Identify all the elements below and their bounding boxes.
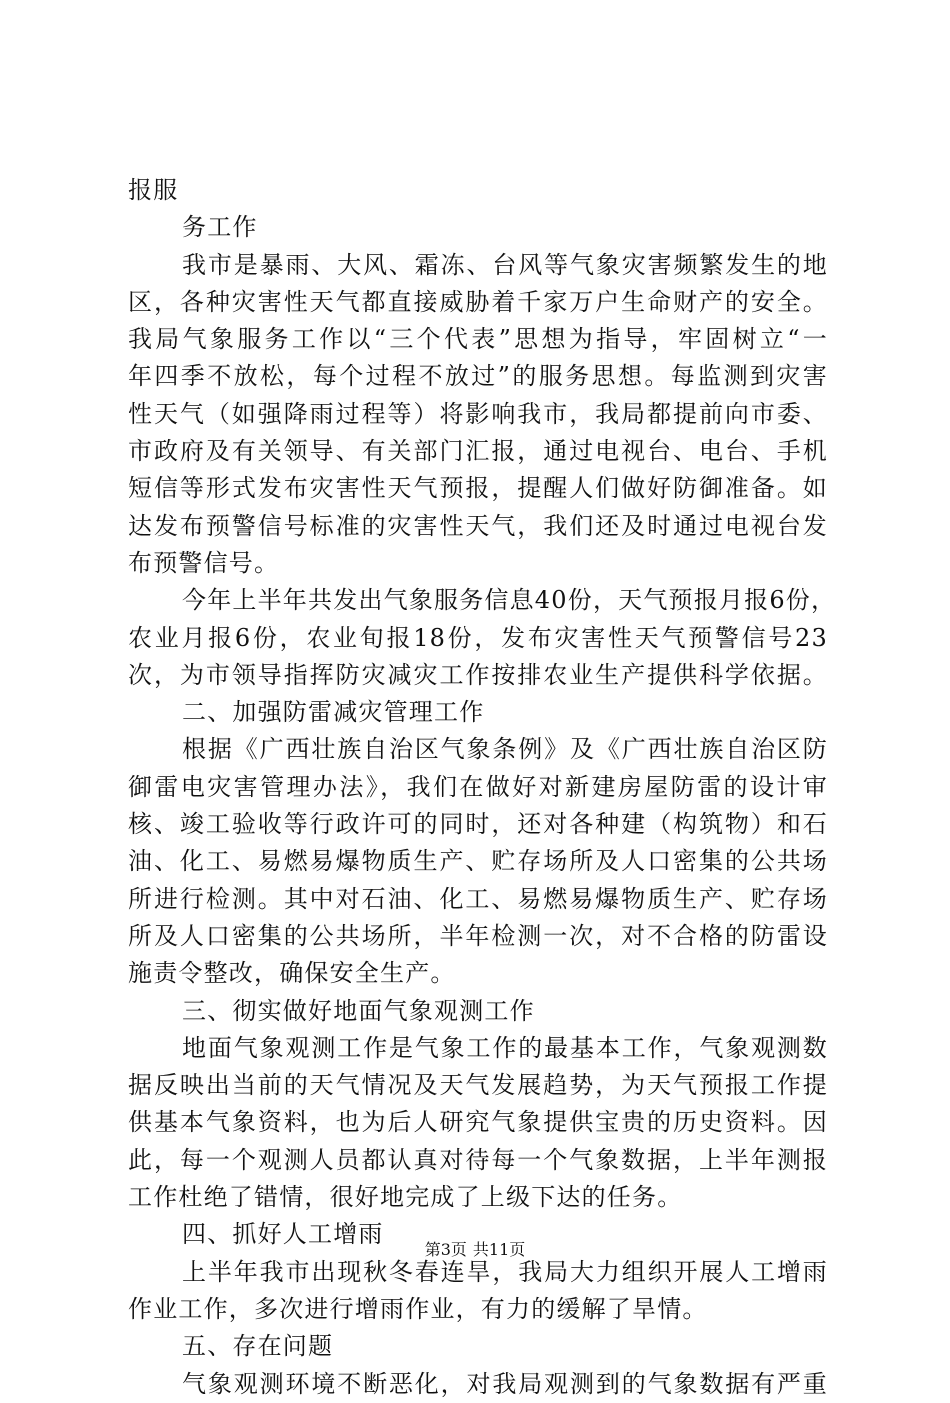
text-line: 所进行检测。其中对石油、化工、易燃易爆物质生产、贮存场 [128,884,828,913]
text-line: 次，为市领导指挥防灾减灾工作按排农业生产提供科学依据。 [128,660,828,689]
document-body [128,172,837,1403]
page-number: 第3页 [424,1240,467,1259]
text-line: 地面气象观测工作是气象工作的最基本工作，气象观测数 [182,1033,828,1062]
text-line: 我市是暴雨、大风、霜冻、台风等气象灾害频繁发生的地 [182,250,828,279]
text-line: 短信等形式发布灾害性天气预报，提醒人们做好防御准备。如 [128,474,828,503]
text-line: 区，各种灾害性天气都直接威胁着千家万户生命财产的安全。 [128,287,828,316]
text-line: 根据《广西壮族自治区气象条例》及《广西壮族自治区防 [182,735,828,764]
text-line: 年四季不放松，每个过程不放过”的服务思想。每监测到灾害 [128,362,828,391]
text-line: 三、彻实做好地面气象观测工作 [182,996,535,1025]
text-line: 五、存在问题 [182,1332,334,1361]
text-line: 上半年我市出现秋冬春连旱，我局大力组织开展人工增雨 [182,1257,828,1286]
text-line: 报服 [128,176,179,204]
text-line: 我局气象服务工作以“三个代表”思想为指导，牢固树立“一 [128,325,828,354]
text-line: 布预警信号。 [128,548,280,577]
text-line: 务工作 [182,213,258,242]
text-line: 气象观测环境不断恶化，对我局观测到的气象数据有严重 [182,1369,828,1398]
text-line: 供基本气象资料，也为后人研究气象提供宝贵的历史资料。因 [128,1108,828,1137]
text-line: 工作杜绝了错情，很好地完成了上级下达的任务。 [128,1183,683,1212]
text-line: 施责令整改，确保安全生产。 [128,959,456,988]
text-line: 四、抓好人工增雨 [182,1220,384,1249]
text-line: 二、加强防雷减灾管理工作 [182,698,485,727]
text-line: 作业工作，多次进行增雨作业，有力的缓解了旱情。 [128,1294,708,1323]
page-total: 共11页 [472,1240,526,1259]
text-line: 此，每一个观测人员都认真对待每一个气象数据，上半年测报 [128,1145,828,1174]
text-line: 御雷电灾害管理办法》，我们在做好对新建房屋防雷的设计审 [128,772,828,801]
text-line: 市政府及有关领导、有关部门汇报，通过电视台、电台、手机 [128,437,828,466]
text-line: 油、化工、易燃易爆物质生产、贮存场所及人口密集的公共场 [128,847,828,876]
text-line: 据反映出当前的天气情况及天气发展趋势，为天气预报工作提 [128,1071,828,1100]
text-line: 农业月报6份，农业旬报18份，发布灾害性天气预警信号23 [128,623,828,652]
text-line: 达发布预警信号标准的灾害性天气，我们还及时通过电视台发 [128,511,828,540]
text-line: 核、竣工验收等行政许可的同时，还对各种建（构筑物）和石 [128,810,828,839]
text-line: 今年上半年共发出气象服务信息40份，天气预报月报6份， [182,586,837,615]
text-line: 所及人口密集的公共场所，半年检测一次，对不合格的防雷设 [128,921,828,950]
text-line: 性天气（如强降雨过程等）将影响我市，我局都提前向市委、 [128,399,828,428]
page-footer [0,1240,950,1260]
